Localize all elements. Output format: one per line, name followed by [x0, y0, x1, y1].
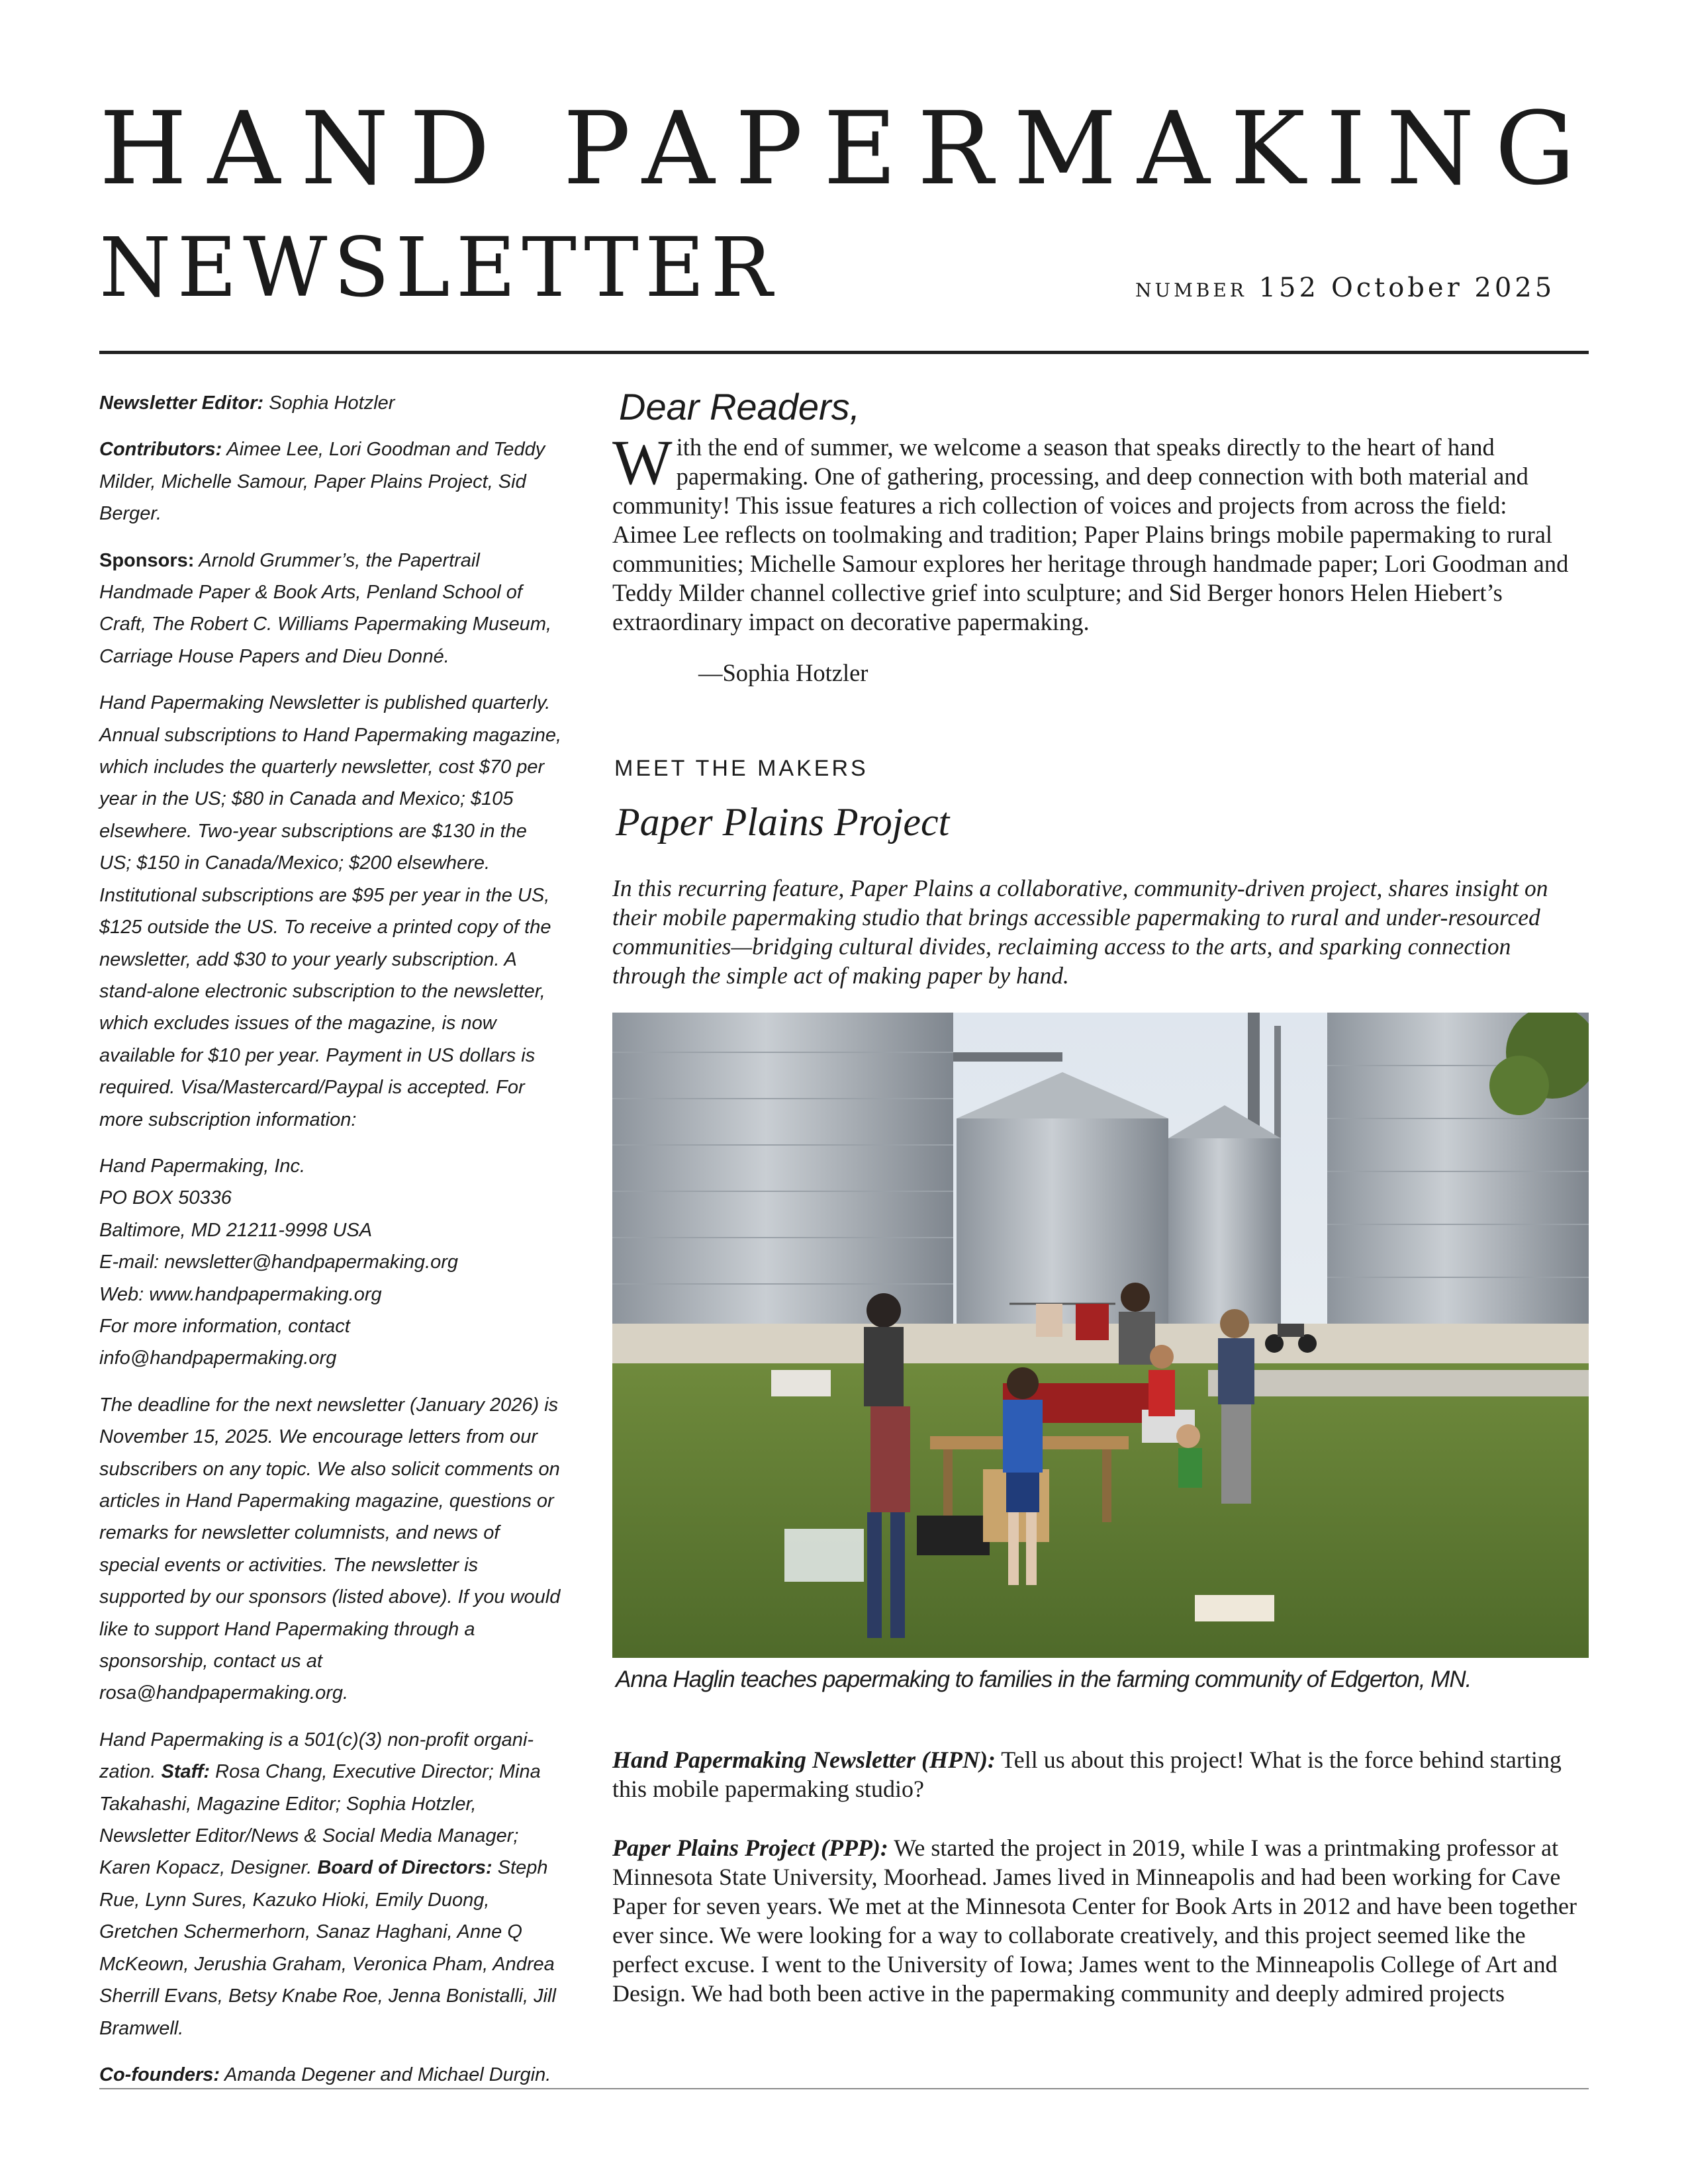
board-text: Steph Rue, Lynn Sures, Kazuko Hioki, Emily Duong, Gretchen Schermerhorn, Sanaz Haghani, Anne Q McKeown, Jerushia Graham, Veronica Pham, Andrea Sherrill Evans, Betsy Knabe Roe, Jenna Bonistalli, Jill Bramwell. [99, 1857, 556, 2039]
letter-body [612, 427, 1575, 637]
issue-number: number 152 [1135, 273, 1319, 303]
address-line: Baltimore, MD 21211-9998 USA [99, 1219, 373, 1241]
feature-lede: In this recurring feature, Paper Plains a collaborative, community-driven project, shares insight on their mobile papermaking studio that brings accessible papermaking to rural and under-resourced communities—bridging cultural divides, reclaiming access to the arts, and sparking connection through the simple act of making paper by hand. [612, 875, 1548, 989]
sponsors-credit [99, 545, 563, 673]
issue-date: October 2025 [1331, 273, 1556, 303]
issue-info [1135, 273, 1555, 303]
editor-credit [99, 387, 563, 419]
top-rule [99, 351, 1589, 354]
bottom-rule [99, 2088, 1589, 2089]
letter-greeting: Dear Readers, [619, 386, 861, 428]
subscription-info: Hand Papermaking Newsletter is published quarterly. Annual subscriptions to Hand Papermaking magazine, which includes the quarterly newsletter, cost $70 per year in the US; $80 in Canada and Mexico; $105 elsewhere. Two-year subscriptions are $130 in the US; $150 in Canada/Mexico; $200 elsewhere. Institutional subscriptions are $95 per year in the US, $125 outside the US. To receive a printed copy of the newsletter, add $30 to your yearly subscription. A stand-alone electronic subscription to the newsletter, which excludes issues of the magazine, is now available for $10 per year. Payment in US dollars is required. Visa/Mastercard/Paypal is accepted. For more subscription information: [99, 692, 562, 1130]
cofounders-credit [99, 2059, 563, 2091]
photo-illustration [612, 1013, 1589, 1658]
email-link[interactable]: E-mail: newsletter@handpapermaking.org [99, 1251, 459, 1273]
editor-label: Newsletter Editor: [99, 392, 264, 414]
interview-question [612, 1745, 1585, 1803]
contributors-credit [99, 433, 563, 529]
address-block [99, 1150, 563, 1375]
photo-caption: Anna Haglin teaches papermaking to families in the farming community of Edgerton, MN. [616, 1666, 1472, 1692]
feature-photo [612, 1013, 1589, 1658]
letter-text: ith the end of summer, we welcome a season that speaks directly to the heart of hand papermaking. One of gathering, processing, and deep connection with both material and community! This issue features a rich collection of voices and projects from across the field: Aimee Lee reflects on toolmaking and tradition; Paper Plains brings mobile papermaking to rural communities; Michelle Samour explores her heritage through handmade paper; Lori Goodman and Teddy Milder channel collective grief into sculpture; and Sid Berger honors Helen Hiebert’s extraordinary impact on decorative papermaking. [612, 433, 1569, 635]
address-line: Hand Papermaking, Inc. [99, 1155, 306, 1177]
drop-cap: W [612, 427, 673, 498]
contributors-text: Aimee Lee, Lori Goodman and Teddy Milder, Michelle Samour, Paper Plains Project, Sid Berger. [99, 439, 545, 525]
masthead-subtitle: NEWSLETTER [99, 220, 778, 316]
sponsors-label: Sponsors: [99, 549, 195, 571]
board-label: Board of Directors: [317, 1857, 492, 1879]
deadline-info: The deadline for the next newsletter (January 2026) is November 15, 2025. We encourage letters from our subscribers on any topic. We also solicit comments on articles in Hand Papermaking magazine, questions or remarks for newsletter columnists, and news of special events or activities. The newsletter is supported by our sponsors (listed above). If you would like to support Hand Papermaking through a sponsorship, contact us at rosa@handpapermaking.org. [99, 1394, 561, 1704]
cofounders-text: Amanda Degener and Michael Durgin. [220, 2064, 551, 2085]
editor-name: Sophia Hotzler [263, 392, 395, 414]
letter-signature: —Sophia Hotzler [698, 659, 868, 686]
answer-label: Paper Plains Project (PPP): [612, 1835, 888, 1861]
address-line: PO BOX 50336 [99, 1187, 232, 1209]
feature-title: Paper Plains Project [616, 800, 950, 844]
staff-text: Rosa Chang, Executive Director; Mina Takahashi, Magazine Editor; Sophia Hotzler, Newsletter Editor/News & Social Media Manager; Karen Kopacz, Designer. [99, 1761, 541, 1879]
question-text: Tell us about this project! What is the force behind starting this mobile papermaking studio? [612, 1747, 1562, 1802]
cofounders-label: Co-founders: [99, 2064, 220, 2085]
answer-text: We started the project in 2019, while I was a printmaking professor at Minnesota State University, Moorhead. James lived in Minneapolis and had been working for Cave Paper for seven years. We met at the Minnesota Center for Book Arts in 2012 and have been together ever since. We were looking for a way to collaborate creatively, and this project seemed like the perfect excuse. I went to the University of Iowa; James went to the Minneapolis College of Art and Design. We had both been active in the papermaking community and deeply admired projects [612, 1835, 1577, 2007]
web-link[interactable]: Web: www.handpapermaking.org [99, 1283, 382, 1305]
question-label: Hand Papermaking Newsletter (HPN): [612, 1747, 996, 1773]
contributors-label: Contributors: [99, 439, 222, 461]
staff-label: Staff: [161, 1761, 211, 1783]
nonprofit-text: Hand Papermaking is a 501(c)(3) non-profit organi-zation. [99, 1729, 534, 1783]
staff-board-info [99, 1724, 563, 2044]
sponsors-text: Arnold Grummer’s, the Papertrail Handmade Paper & Book Arts, Penland School of Craft, The Robert C. Williams Papermaking Museum, Carriage House Papers and Dieu Donné. [99, 549, 552, 667]
section-kicker: MEET THE MAKERS [614, 756, 868, 781]
interview-answer [612, 1833, 1585, 2008]
sidebar [99, 387, 563, 2105]
masthead-title: HAND PAPERMAKING [99, 90, 1596, 207]
info-email-link[interactable]: info@handpapermaking.org [99, 1347, 337, 1369]
address-line: For more information, contact [99, 1315, 350, 1337]
